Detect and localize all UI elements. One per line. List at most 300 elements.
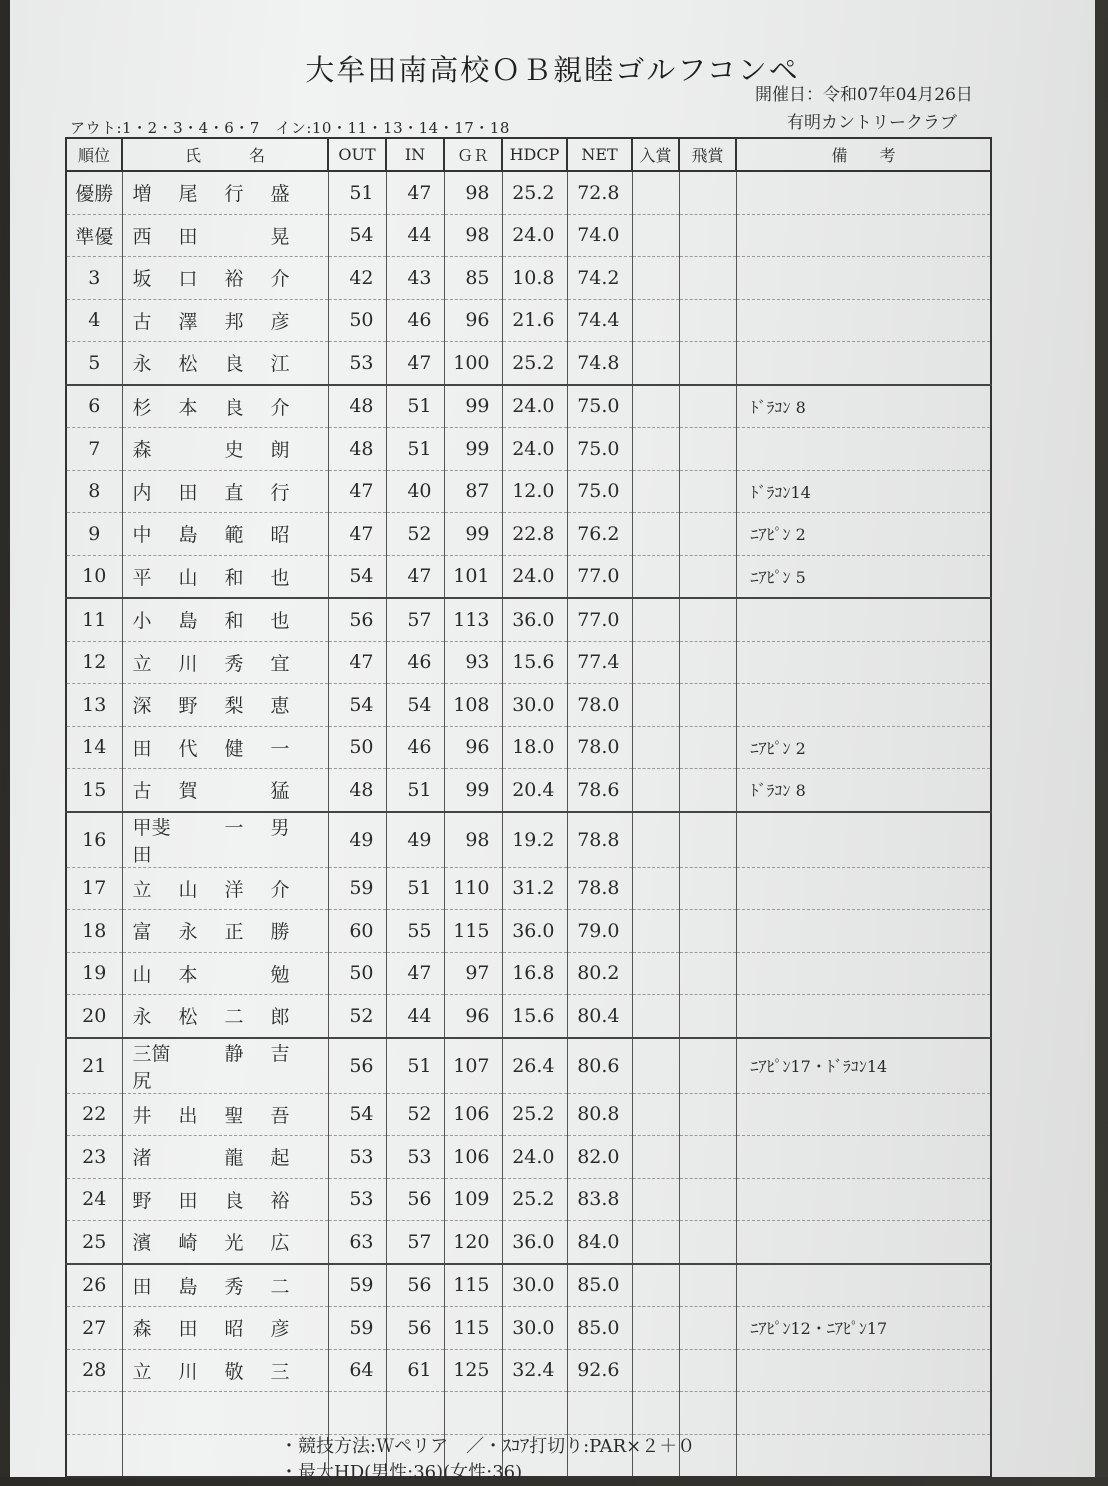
name-char: 出: [178, 1104, 198, 1127]
rank-cell: 24: [66, 1178, 122, 1221]
prize-cell: [632, 1093, 679, 1136]
rank-cell: 16: [66, 812, 122, 868]
name-char: 和: [224, 566, 244, 589]
gross-score-cell: 107: [444, 1038, 502, 1094]
player-name-cell: [122, 1221, 328, 1264]
net-score-cell: 80.2: [567, 952, 632, 995]
prize-cell: [632, 342, 679, 385]
gross-score-cell: 93: [444, 641, 502, 684]
out-score-cell: 56: [328, 598, 386, 641]
net-score-cell: 82.0: [567, 1136, 632, 1179]
name-char: 良: [224, 396, 244, 419]
name-char: 彦: [270, 1318, 290, 1341]
name-char: 盛: [270, 183, 290, 206]
prize-cell: [632, 1392, 679, 1435]
table-row: [66, 726, 991, 769]
name-char: 増: [132, 183, 152, 206]
header-row: [66, 138, 991, 171]
rank-cell: 準優: [66, 214, 122, 257]
gross-score-cell: 109: [444, 1178, 502, 1221]
remarks-cell: ﾆｱﾋﾟﾝ 2: [736, 726, 991, 769]
handicap-cell: 20.4: [502, 769, 567, 812]
name-char: 昭: [224, 1318, 244, 1341]
net-score-cell: 78.6: [567, 769, 632, 812]
rank-cell: 21: [66, 1038, 122, 1094]
long-drive-cell: [679, 555, 736, 598]
table-row: [66, 1392, 991, 1435]
name-char: 介: [270, 396, 290, 419]
name-char: [179, 1039, 225, 1093]
long-drive-cell: [679, 952, 736, 995]
rank-cell: 11: [66, 598, 122, 641]
name-char: 山: [178, 878, 198, 901]
name-char: 森: [132, 1318, 152, 1341]
long-drive-cell: [679, 428, 736, 471]
out-score-cell: 63: [328, 1221, 386, 1264]
long-drive-cell: [679, 1349, 736, 1392]
handicap-cell: 25.2: [502, 171, 567, 214]
out-score-cell: [328, 1392, 386, 1435]
name-char: 直: [224, 481, 244, 504]
name-char: 行: [224, 183, 244, 206]
out-score-cell: 49: [328, 812, 386, 868]
name-char: 古: [132, 780, 152, 803]
out-score-cell: 54: [328, 214, 386, 257]
in-score-cell: 54: [386, 684, 444, 727]
handicap-cell: 25.2: [502, 1178, 567, 1221]
out-score-cell: 59: [328, 1307, 386, 1350]
long-drive-cell: [679, 1264, 736, 1307]
remarks-cell: [736, 428, 991, 471]
net-header: NET: [567, 138, 632, 171]
player-name-cell: [122, 995, 328, 1038]
player-name-cell: [122, 684, 328, 727]
out-score-cell: 47: [328, 513, 386, 556]
prize-cell: [632, 428, 679, 471]
gross-score-cell: 99: [444, 513, 502, 556]
gr-header: ＧＲ: [444, 138, 502, 171]
prize-cell: [632, 171, 679, 214]
name-char: 男: [270, 816, 290, 839]
remarks-cell: ﾆｱﾋﾟﾝ12・ﾆｱﾋﾟﾝ17: [736, 1307, 991, 1350]
name-char: 也: [270, 610, 290, 633]
name-char: 邦: [224, 310, 244, 333]
name-char: 田: [132, 1275, 152, 1298]
gross-score-cell: 99: [444, 385, 502, 428]
remarks-cell: [736, 1392, 991, 1435]
name-char: 田: [132, 737, 152, 760]
table-row: [66, 1178, 991, 1221]
table-row: [66, 428, 991, 471]
remarks-cell: [736, 342, 991, 385]
rank-cell: 18: [66, 910, 122, 953]
out-score-cell: 47: [328, 641, 386, 684]
player-name-cell: [122, 1307, 328, 1350]
player-name-cell: [122, 342, 328, 385]
net-score-cell: 78.0: [567, 684, 632, 727]
net-score-cell: 74.2: [567, 257, 632, 300]
name-char: [225, 960, 271, 987]
handicap-cell: 16.8: [502, 952, 567, 995]
net-score-cell: 75.0: [567, 428, 632, 471]
net-score-cell: 83.8: [567, 1178, 632, 1221]
table-row: [66, 171, 991, 214]
gross-score-cell: 100: [444, 342, 502, 385]
gross-score-cell: 101: [444, 555, 502, 598]
net-score-cell: 80.8: [567, 1093, 632, 1136]
gross-score-cell: 98: [444, 171, 502, 214]
player-name-cell: [122, 299, 328, 342]
name-char: [179, 813, 225, 867]
name-char: 和: [224, 610, 244, 633]
name-char: [179, 1143, 225, 1170]
table-row: [66, 684, 991, 727]
remarks-cell: [736, 598, 991, 641]
long-drive-cell: [679, 995, 736, 1038]
in-score-cell: 55: [386, 910, 444, 953]
name-char: 広: [270, 1232, 290, 1255]
handicap-cell: 18.0: [502, 726, 567, 769]
long-drive-cell: [679, 1093, 736, 1136]
prize-cell: [632, 684, 679, 727]
name-char: 江: [270, 353, 290, 376]
rank-cell: 27: [66, 1307, 122, 1350]
net-score-cell: 77.4: [567, 641, 632, 684]
name-char: 恵: [270, 695, 290, 718]
prize-cell: [632, 513, 679, 556]
player-name-cell: [122, 385, 328, 428]
out-score-cell: 50: [328, 299, 386, 342]
remarks-cell: [736, 952, 991, 995]
name-char: 内: [132, 481, 152, 504]
name-char: 永: [132, 353, 152, 376]
net-score-cell: 75.0: [567, 470, 632, 513]
name-char: 洋: [224, 878, 244, 901]
prize-cell: [632, 1349, 679, 1392]
table-row: [66, 1136, 991, 1179]
name-char: 西: [132, 225, 152, 248]
remarks-cell: [736, 910, 991, 953]
name-char: 田: [178, 225, 198, 248]
name-char: 勝: [270, 921, 290, 944]
name-char: 松: [178, 1006, 198, 1029]
table-row: [66, 1038, 991, 1094]
remarks-cell: [736, 1434, 991, 1477]
name-char: 中: [132, 524, 152, 547]
rank-cell: 10: [66, 555, 122, 598]
remarks-cell: ﾆｱﾋﾟﾝ17・ﾄﾞﾗｺﾝ14: [736, 1038, 991, 1094]
remarks-cell: [736, 299, 991, 342]
name-char: 吾: [270, 1104, 290, 1127]
gross-score-cell: 108: [444, 684, 502, 727]
rank-cell: 20: [66, 995, 122, 1038]
name-char: 永: [132, 1006, 152, 1029]
name-char: 澤: [178, 310, 198, 333]
long-drive-cell: [679, 910, 736, 953]
name-char: 濱: [132, 1232, 152, 1255]
remarks-cell: [736, 1136, 991, 1179]
name-char: 二: [270, 1275, 290, 1298]
name-char: 介: [270, 268, 290, 291]
player-name-cell: [122, 726, 328, 769]
net-score-cell: 76.2: [567, 513, 632, 556]
out-score-cell: 54: [328, 555, 386, 598]
name-char: 坂: [132, 268, 152, 291]
rank-cell: 14: [66, 726, 122, 769]
name-char: 島: [178, 1275, 198, 1298]
gross-score-cell: 125: [444, 1349, 502, 1392]
handicap-cell: 21.6: [502, 299, 567, 342]
remarks-header: 備 考: [736, 138, 991, 171]
rank-cell: 17: [66, 867, 122, 910]
long-drive-cell: [679, 513, 736, 556]
in-score-cell: 47: [386, 555, 444, 598]
name-char: 敬: [224, 1360, 244, 1383]
rank-cell: [66, 1392, 122, 1435]
long-drive-cell: [679, 1178, 736, 1221]
name-char: 永: [178, 921, 198, 944]
handicap-cell: 25.2: [502, 342, 567, 385]
name-char: 本: [178, 963, 198, 986]
remarks-cell: [736, 171, 991, 214]
out-score-cell: 54: [328, 684, 386, 727]
table-row: [66, 769, 991, 812]
name-char: 渚: [132, 1147, 152, 1170]
rank-cell: 28: [66, 1349, 122, 1392]
table-row: [66, 598, 991, 641]
name-char: 賀: [178, 780, 198, 803]
handicap-cell: 36.0: [502, 598, 567, 641]
rank-cell: 22: [66, 1093, 122, 1136]
player-name-cell: [122, 428, 328, 471]
name-char: 口: [178, 268, 198, 291]
long-drive-cell: [679, 1307, 736, 1350]
prize-cell: [632, 910, 679, 953]
name-char: 勉: [270, 963, 290, 986]
player-name-cell: [122, 1038, 328, 1094]
name-char: 良: [224, 353, 244, 376]
in-score-cell: 51: [386, 428, 444, 471]
out-score-cell: 47: [328, 470, 386, 513]
rank-cell: 25: [66, 1221, 122, 1264]
name-char: 立: [132, 1360, 152, 1383]
player-name-cell: [122, 257, 328, 300]
prize-cell: [632, 641, 679, 684]
net-score-cell: 78.8: [567, 812, 632, 868]
player-name-cell: [122, 470, 328, 513]
gross-score-cell: 120: [444, 1221, 502, 1264]
handicap-cell: 25.2: [502, 1093, 567, 1136]
remarks-cell: [736, 684, 991, 727]
in-header: IN: [386, 138, 444, 171]
name-char: 也: [270, 566, 290, 589]
rank-cell: 13: [66, 684, 122, 727]
player-name-cell: [122, 952, 328, 995]
table-row: [66, 214, 991, 257]
long-drive-cell: [679, 385, 736, 428]
table-row: [66, 1221, 991, 1264]
name-char: 彦: [270, 310, 290, 333]
out-score-cell: 53: [328, 1178, 386, 1221]
in-score-cell: 46: [386, 299, 444, 342]
player-name-cell: [122, 910, 328, 953]
prize-cell: [632, 555, 679, 598]
out-score-cell: 42: [328, 257, 386, 300]
gross-score-cell: 97: [444, 952, 502, 995]
table-row: [66, 257, 991, 300]
name-char: [179, 435, 225, 462]
name-char: 野: [178, 695, 198, 718]
name-char: 山: [132, 963, 152, 986]
gross-score-cell: 99: [444, 769, 502, 812]
player-name-cell: [122, 1178, 328, 1221]
name-char: 起: [270, 1147, 290, 1170]
player-name-cell: [122, 1392, 328, 1435]
net-score-cell: 77.0: [567, 598, 632, 641]
in-score-cell: 61: [386, 1349, 444, 1392]
name-char: 朗: [270, 439, 290, 462]
name-char: 光: [224, 1232, 244, 1255]
long-drive-cell: [679, 867, 736, 910]
table-row: [66, 385, 991, 428]
out-score-cell: 48: [328, 769, 386, 812]
out-score-cell: 64: [328, 1349, 386, 1392]
name-char: 猛: [270, 780, 290, 803]
gross-score-cell: 113: [444, 598, 502, 641]
prize-cell: [632, 385, 679, 428]
gross-score-cell: 106: [444, 1093, 502, 1136]
in-score-cell: [386, 1392, 444, 1435]
out-score-cell: 53: [328, 342, 386, 385]
name-char: 龍: [224, 1147, 244, 1170]
gross-score-cell: 115: [444, 1307, 502, 1350]
name-char: 深: [132, 695, 152, 718]
gross-score-cell: 99: [444, 428, 502, 471]
rules-line-1: ・競技方法:Ｗペリア ／・ｽｺｱ打切り:PAR×２＋０: [280, 1436, 696, 1457]
net-score-cell: 85.0: [567, 1264, 632, 1307]
long-drive-cell: [679, 470, 736, 513]
in-score-cell: 56: [386, 1264, 444, 1307]
out-score-cell: 52: [328, 995, 386, 1038]
net-score-cell: [567, 1392, 632, 1435]
gross-score-cell: 98: [444, 812, 502, 868]
long-drive-cell: [679, 1038, 736, 1094]
table-row: [66, 1307, 991, 1350]
in-score-cell: 56: [386, 1178, 444, 1221]
in-score-cell: 53: [386, 1136, 444, 1179]
rank-cell: 8: [66, 470, 122, 513]
long-drive-cell: [679, 598, 736, 641]
out-score-cell: 51: [328, 171, 386, 214]
handicap-cell: 24.0: [502, 555, 567, 598]
name-char: 三箇尻: [132, 1042, 171, 1092]
in-score-cell: 56: [386, 1307, 444, 1350]
prize-cell: [632, 257, 679, 300]
table-row: [66, 1264, 991, 1307]
in-score-cell: 46: [386, 641, 444, 684]
handicap-cell: 10.8: [502, 257, 567, 300]
gross-score-cell: 96: [444, 995, 502, 1038]
name-char: 一: [270, 737, 290, 760]
net-score-cell: 75.0: [567, 385, 632, 428]
net-score-cell: 84.0: [567, 1221, 632, 1264]
handicap-cell: 30.0: [502, 1264, 567, 1307]
remarks-cell: [736, 867, 991, 910]
rank-cell: 4: [66, 299, 122, 342]
rank-cell: 6: [66, 385, 122, 428]
handicap-cell: 26.4: [502, 1038, 567, 1094]
name-char: 梨: [224, 695, 244, 718]
table-row: [66, 1093, 991, 1136]
remarks-cell: [736, 812, 991, 868]
long-drive-cell: [679, 214, 736, 257]
score-sheet: [10, 0, 1095, 1483]
name-char: 範: [224, 524, 244, 547]
long-drive-cell: [679, 1221, 736, 1264]
remarks-cell: ﾄﾞﾗｺﾝ 8: [736, 385, 991, 428]
remarks-cell: ﾄﾞﾗｺﾝ14: [736, 470, 991, 513]
name-char: 井: [132, 1104, 152, 1127]
in-score-cell: 47: [386, 171, 444, 214]
rank-header: 順位: [66, 138, 122, 171]
name-char: 松: [178, 353, 198, 376]
handicap-cell: 19.2: [502, 812, 567, 868]
name-char: 晃: [270, 225, 290, 248]
table-row: [66, 299, 991, 342]
table-row: [66, 513, 991, 556]
remarks-cell: [736, 1349, 991, 1392]
long-drive-cell: [679, 171, 736, 214]
out-score-cell: 53: [328, 1136, 386, 1179]
long-drive-cell: [679, 641, 736, 684]
name-char: 一: [224, 816, 244, 839]
rank-cell: 優勝: [66, 171, 122, 214]
out-score-cell: 59: [328, 1264, 386, 1307]
net-score-cell: 74.8: [567, 342, 632, 385]
name-char: 田: [178, 481, 198, 504]
gross-score-cell: [444, 1392, 502, 1435]
table-row: [66, 1349, 991, 1392]
name-char: 杉: [132, 396, 152, 419]
rank-cell: 3: [66, 257, 122, 300]
name-char: 平: [132, 566, 152, 589]
prize-header: 入賞: [632, 138, 679, 171]
net-score-cell: 77.0: [567, 555, 632, 598]
remarks-cell: ﾆｱﾋﾟﾝ 2: [736, 513, 991, 556]
gross-score-cell: 106: [444, 1136, 502, 1179]
prize-cell: [632, 1038, 679, 1094]
player-name-cell: [122, 555, 328, 598]
in-score-cell: 57: [386, 598, 444, 641]
net-score-cell: 92.6: [567, 1349, 632, 1392]
handicap-cell: 24.0: [502, 385, 567, 428]
name-char: 介: [270, 878, 290, 901]
name-char: 行: [270, 481, 290, 504]
prize-cell: [632, 952, 679, 995]
handicap-cell: 31.2: [502, 867, 567, 910]
name-char: 立: [132, 652, 152, 675]
net-score-cell: 78.0: [567, 726, 632, 769]
player-name-cell: [122, 1136, 328, 1179]
handicap-cell: 24.0: [502, 1136, 567, 1179]
out-score-cell: 50: [328, 952, 386, 995]
prize-cell: [632, 812, 679, 868]
in-score-cell: 52: [386, 513, 444, 556]
net-score-cell: 74.4: [567, 299, 632, 342]
handicap-cell: 15.6: [502, 641, 567, 684]
name-char: 秀: [224, 652, 244, 675]
prize-cell: [632, 470, 679, 513]
